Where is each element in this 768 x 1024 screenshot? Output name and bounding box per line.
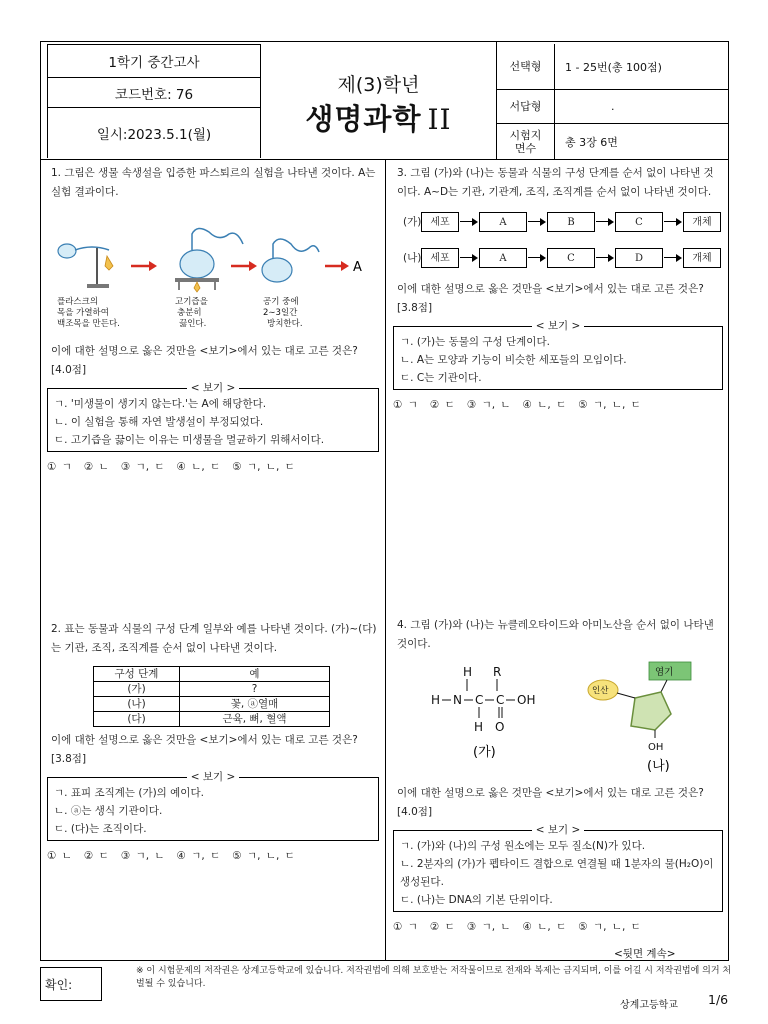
fig-label-1b: 목을 가열하여 (57, 308, 109, 318)
title-box (261, 42, 497, 160)
q1-bogi-box (47, 382, 379, 452)
info-value-choice: 1 - 25번(총 100점) (555, 44, 728, 90)
q2-cell: 근육, 뼈, 혈액 (180, 712, 330, 727)
flow-box: 개체 (683, 248, 721, 268)
flow-ga-label: (가) (403, 215, 422, 228)
q1-bogi-item: ㄷ. 고기즙을 끓이는 이유는 미생물을 멸균하기 위해서이다. (54, 434, 325, 446)
q4-option-2[interactable]: ② ㄷ (429, 921, 455, 933)
q2-cell: 꽃, ⓐ열매 (180, 697, 330, 712)
school-name: 상계고등학교 (620, 1000, 678, 1011)
svg-text:R: R (493, 665, 502, 679)
arrow-right-icon (663, 253, 683, 263)
q3-option-5[interactable]: ⑤ ㄱ, ㄴ, ㄷ (578, 399, 641, 411)
flow-na-label: (나) (403, 251, 422, 264)
fig-label-3b: 2∼3일간 (263, 308, 298, 318)
info-label-choice: 선택형 (497, 44, 555, 90)
flow-box: C (547, 248, 595, 268)
q1-text: 1. 그림은 생물 속생설을 입증한 파스퇴르의 실험을 나타낸 것이다. A는 실험 결과이다. (51, 167, 376, 198)
q2-bogi-item: ㄴ. ⓐ는 생식 기관이다. (54, 805, 163, 817)
question-1 (47, 164, 379, 477)
q2-cell: (나) (94, 697, 180, 712)
q2-option-4[interactable]: ④ ㄱ, ㄷ (176, 850, 221, 862)
subject-name: 생명과학 (305, 102, 422, 136)
svg-text:H: H (431, 693, 441, 707)
subject-level: II (427, 103, 452, 136)
question-4 (393, 616, 723, 937)
arrow-right-icon (595, 253, 615, 263)
info-label-written: 서답형 (497, 90, 555, 124)
q3-option-1[interactable]: ① ㄱ (393, 399, 418, 411)
fig-ga-label: (가) (473, 745, 496, 760)
q4-option-1[interactable]: ① ㄱ (393, 921, 418, 933)
svg-text:H: H (474, 720, 484, 734)
q2-option-3[interactable]: ③ ㄱ, ㄴ (120, 850, 165, 862)
q3-options (393, 396, 723, 415)
arrow-right-icon (595, 217, 615, 227)
q4-question: 이에 대한 설명으로 옳은 것만을 <보기>에서 있는 대로 고른 것은? [4.0점] (397, 787, 704, 818)
q3-bogi-item: ㄱ. (가)는 동물의 구성 단계이다. (400, 336, 550, 348)
page-number: 1/6 (708, 992, 729, 1007)
q1-options (47, 458, 379, 477)
q4-molecule-figure (393, 660, 723, 778)
exam-date: 일시:2023.5.1(월) (47, 108, 261, 158)
q3-bogi-box (393, 320, 723, 390)
fig-na-label: (나) (647, 759, 670, 774)
fig-label-3a: 공기 중에 (263, 297, 299, 307)
amino-acid-structure-icon (431, 665, 535, 734)
arrow-right-icon (527, 217, 547, 227)
q2-table (93, 666, 330, 727)
q4-bogi-title: < 보기 > (532, 824, 585, 836)
flow-box: 세포 (421, 212, 459, 232)
q2-question: 이에 대한 설명으로 옳은 것만을 <보기>에서 있는 대로 고른 것은? [3.8점] (51, 734, 358, 765)
question-3 (393, 164, 723, 415)
q3-option-3[interactable]: ③ ㄱ, ㄴ (466, 399, 511, 411)
nucleotide-structure-icon (588, 662, 691, 753)
info-value-pages: 총 3장 6면 (565, 136, 618, 149)
q2-options (47, 847, 379, 866)
svg-text:N: N (453, 693, 462, 707)
q4-bogi-box (393, 824, 723, 912)
fig-label-2a: 고기즙을 (175, 297, 208, 307)
q4-option-3[interactable]: ③ ㄱ, ㄴ (466, 921, 511, 933)
fig-label-2c: 끓인다. (179, 319, 207, 329)
q1-question: 이에 대한 설명으로 옳은 것만을 <보기>에서 있는 대로 고른 것은? [4.0점] (51, 345, 358, 376)
q2-bogi-title: < 보기 > (187, 771, 240, 783)
flow-box: A (479, 248, 527, 268)
q1-option-4[interactable]: ④ ㄴ, ㄷ (176, 461, 221, 473)
q4-options (393, 918, 723, 937)
flow-box: B (547, 212, 595, 232)
fig-base-label: 염기 (655, 667, 674, 678)
flask-resting-icon (262, 239, 319, 282)
flask-heated-icon (58, 244, 113, 288)
grade-label: 제(3)학년 (337, 74, 420, 96)
q1-option-5[interactable]: ⑤ ㄱ, ㄴ, ㄷ (232, 461, 295, 473)
svg-text:H: H (463, 665, 473, 679)
q3-bogi-item: ㄷ. C는 기관이다. (400, 372, 482, 384)
fig-label-1a: 플라스크의 (57, 297, 99, 307)
exam-name: 1학기 중간고사 (47, 44, 261, 78)
q3-option-2[interactable]: ② ㄷ (429, 399, 455, 411)
flow-box: D (615, 248, 663, 268)
q3-bogi-title: < 보기 > (532, 320, 585, 332)
flask-boiling-icon (175, 228, 243, 292)
q4-option-5[interactable]: ⑤ ㄱ, ㄴ, ㄷ (578, 921, 641, 933)
q4-option-4[interactable]: ④ ㄴ, ㄷ (522, 921, 567, 933)
fig-phosphate-label: 인산 (592, 686, 609, 696)
q3-text: 3. 그림 (가)와 (나)는 동물과 식물의 구성 단계를 순서 없이 나타낸 것이다. A~D는 기관, 기관계, 조직, 조직계를 순서 없이 나타낸 것이다. (397, 167, 714, 198)
q3-option-4[interactable]: ④ ㄴ, ㄷ (522, 399, 567, 411)
flow-box: 개체 (683, 212, 721, 232)
info-label-pages: 시험지 면수 (497, 124, 555, 160)
svg-text:OH: OH (517, 693, 536, 707)
flow-box: 세포 (421, 248, 459, 268)
subject-title (305, 97, 451, 138)
q2-option-5[interactable]: ⑤ ㄱ, ㄴ, ㄷ (232, 850, 295, 862)
q2-bogi-item: ㄷ. (다)는 조직이다. (54, 823, 147, 835)
q4-bogi-item: ㄴ. 2분자의 (가)가 펩타이드 결합으로 연결될 때 1분자의 물(H₂O)이 생성된다. (400, 858, 714, 888)
question-2 (47, 620, 379, 866)
fig-oh-label: OH (648, 742, 664, 753)
info-value-written: . (555, 90, 728, 124)
q1-option-3[interactable]: ③ ㄱ, ㄷ (120, 461, 165, 473)
fig-result-A: A (353, 260, 362, 275)
q3-question: 이에 대한 설명으로 옳은 것만을 <보기>에서 있는 대로 고른 것은? [3.8점] (397, 283, 704, 314)
q4-bogi-item: ㄷ. (나)는 DNA의 기본 단위이다. (400, 894, 553, 906)
code-number: 코드번호: 76 (47, 78, 261, 108)
svg-text:O: O (495, 720, 505, 734)
q1-bogi-item: ㄴ. 이 실험을 통해 자연 발생설이 부정되었다. (54, 416, 264, 428)
q2-table-header: 예 (180, 667, 330, 682)
q2-table-header: 구성 단계 (94, 667, 180, 682)
fig-label-2b: 충분히 (177, 308, 202, 318)
q1-option-1[interactable]: ① ㄱ (47, 461, 72, 473)
q4-text: 4. 그림 (가)와 (나)는 뉴클레오타이드와 아미노산을 순서 없이 나타낸 것이다. (397, 619, 714, 650)
flow-box: C (615, 212, 663, 232)
q1-bogi-item: ㄱ. '미생물이 생기지 않는다.'는 A에 해당한다. (54, 398, 267, 410)
q2-option-2[interactable]: ② ㄷ (83, 850, 109, 862)
page-footer (40, 962, 732, 1011)
q1-option-2[interactable]: ② ㄴ (83, 461, 109, 473)
q2-cell: (다) (94, 712, 180, 727)
svg-text:C: C (496, 693, 505, 707)
svg-text:C: C (475, 693, 484, 707)
copyright-notice: ※ 이 시험문제의 저작권은 상계고등학교에 있습니다. 저작권법에 의해 보호받는 저작물이므로 전재와 복제는 금지되며, 이를 어길 시 저작권법에 의거 처벌될 수 있습니다. (136, 966, 732, 989)
fig-label-1c: 백조목을 만든다. (57, 319, 120, 329)
q2-bogi-item: ㄱ. 표피 조직계는 (가)의 예이다. (54, 787, 204, 799)
flow-box: A (479, 212, 527, 232)
arrow-right-icon (459, 217, 479, 227)
fig-label-3c: 방치한다. (267, 319, 303, 329)
confirm-box: 확인: (40, 967, 102, 1001)
continue-note: <뒷면 계속> (614, 948, 676, 960)
arrow-right-icon (527, 253, 547, 263)
q4-bogi-item: ㄱ. (가)와 (나)의 구성 원소에는 모두 질소(N)가 있다. (400, 840, 646, 852)
q3-flow-ga (403, 210, 723, 234)
q2-cell: ? (180, 682, 330, 697)
exam-header (41, 42, 728, 160)
q2-cell: (가) (94, 682, 180, 697)
arrow-right-icon (459, 253, 479, 263)
q3-flow-na (403, 246, 723, 270)
arrow-right-icon (663, 217, 683, 227)
q3-bogi-item: ㄴ. A는 모양과 기능이 비슷한 세포들의 모임이다. (400, 354, 627, 366)
exam-page (40, 41, 729, 961)
q1-bogi-title: < 보기 > (187, 382, 240, 394)
q2-bogi-box (47, 771, 379, 841)
q2-option-1[interactable]: ① ㄴ (47, 850, 72, 862)
column-divider (385, 160, 386, 960)
q1-pasteur-figure (47, 226, 379, 338)
q2-text: 2. 표는 동물과 식물의 구성 단계 일부와 예를 나타낸 것이다. (가)~(다)는 기관, 조직, 조직계를 순서 없이 나타낸 것이다. (51, 623, 377, 654)
